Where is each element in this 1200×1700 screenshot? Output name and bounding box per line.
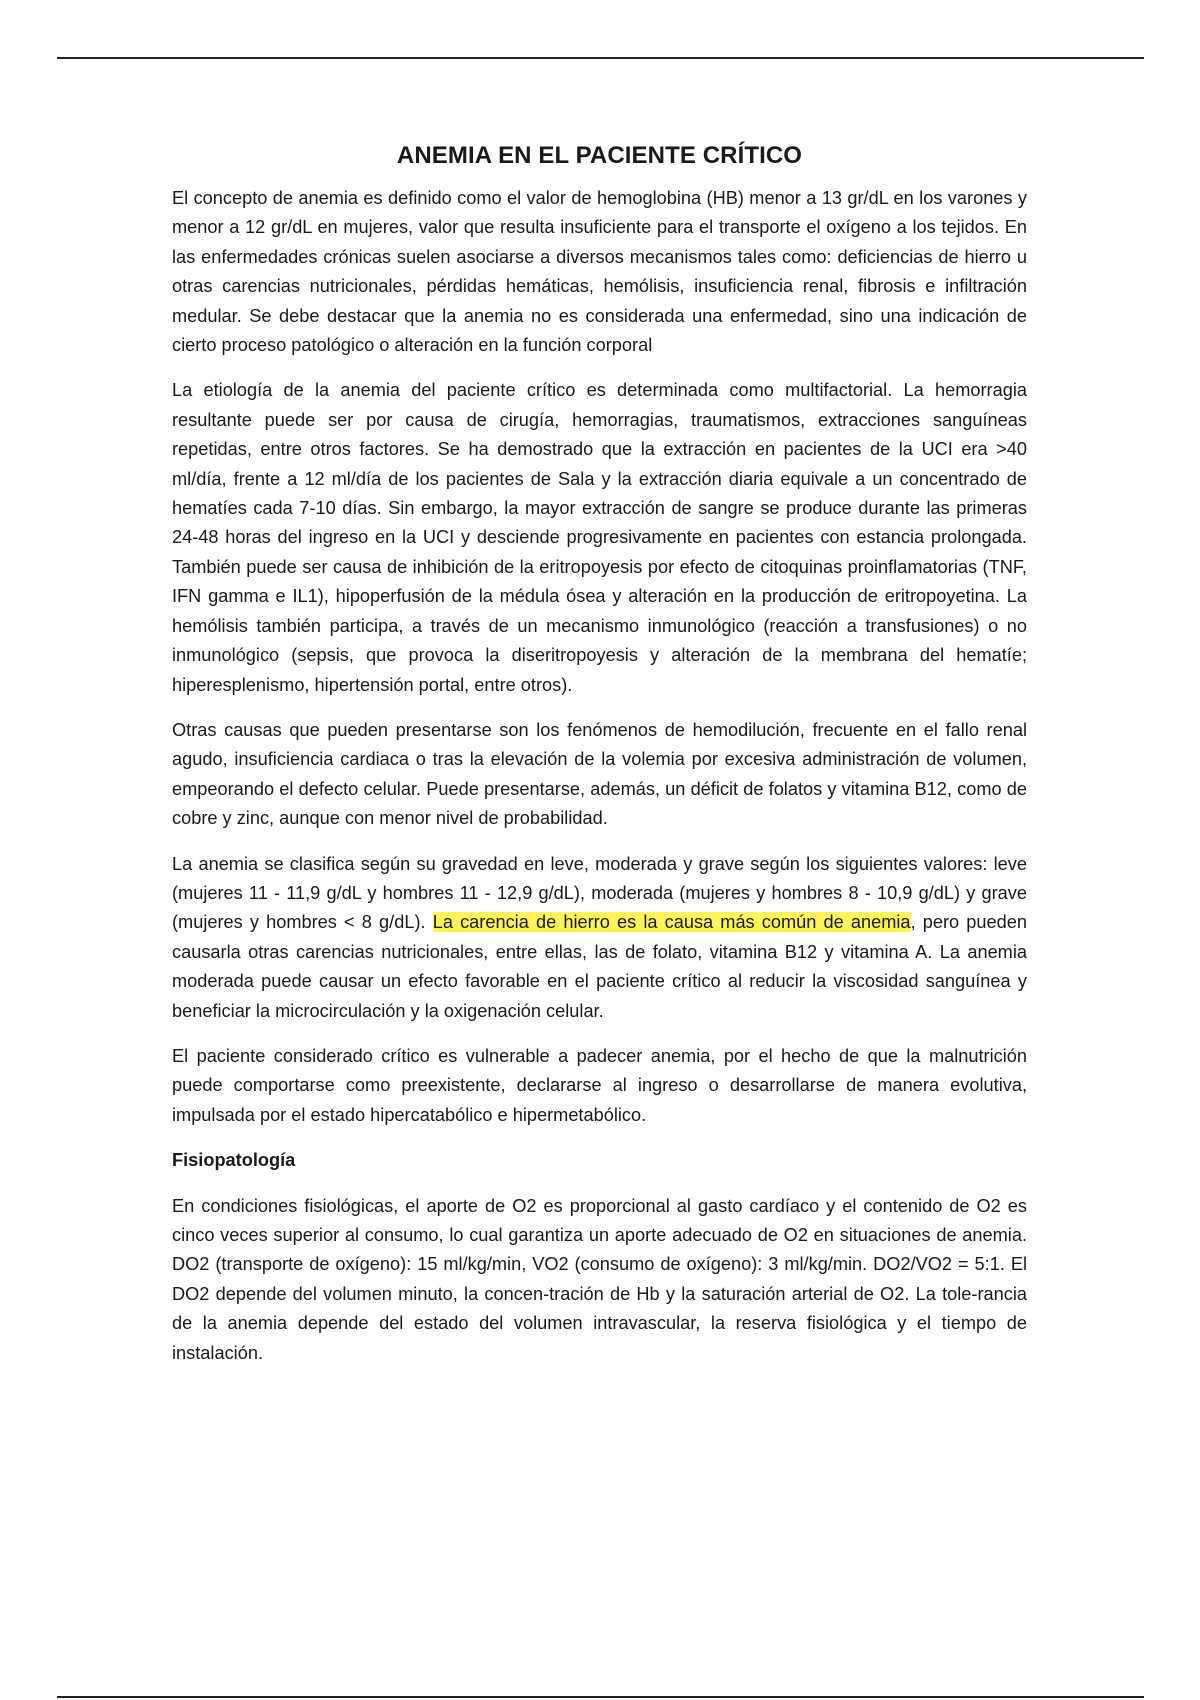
paragraph-classification (172, 850, 1027, 1026)
section-heading-fisiopatologia: Fisiopatología (172, 1150, 296, 1171)
paragraph-definition: El concepto de anemia es definido como el valor de hemoglobina (HB) menor a 13 gr/dL en los varones y menor a 12 gr/dL en mujeres, valor que resulta insuficiente para el transporte el oxígeno a los tejidos. En las enfermedades crónicas suelen asociarse a diversos mecanismos tales como: deficiencias de hierro u otras carencias nutricionales, pérdidas hemáticas, hemólisis, insuficiencia renal, fibrosis e infiltración medular. Se debe destacar que la anemia no es considerada una enfermedad, sino una indicación de cierto proceso patológico o alteración en la función corporal (172, 188, 1027, 356)
classification-text-before: La anemia se clasifica según su gravedad en leve, moderada y grave según los siguientes valores: leve (mujeres 11 - 11,9 g/dL y hombres 11 - 12,9 g/dL), moderada (mujeres y hombres 8 - 10,9 g/dL) y grave (mujeres y hombres < 8 g/dL). (172, 853, 1027, 933)
classification-text-after: , pero pueden causarla otras carencias nutricionales, entre ellas, las de folato, vitamina B12 y vitamina A. La anemia moderada puede causar un efecto favorable en el paciente crítico al reducir la viscosidad sanguínea y beneficiar la microcirculación y la oxigenación celular. (172, 912, 1027, 1021)
paragraph-etiology: La etiología de la anemia del paciente crítico es determinada como multifactorial. La hemorragia resultante puede ser por causa de cirugía, hemorragias, traumatismos, extracciones sanguíneas repetidas, entre otros factores. Se ha demostrado que la extracción en pacientes de la UCI era >40 ml/día, frente a 12 ml/día de los pacientes de Sala y la extracción diaria equivale a un concentrado de hematíes cada 7-10 días. Sin embargo, la mayor extracción de sangre se produce durante las primeras 24-48 horas del ingreso en la UCI y desciende progresivamente en pacientes con estancia prolongada. También puede ser causa de inhibición de la eritropoyesis por efecto de citoquinas proinflamatorias (TNF, IFN gamma e IL1), hipoperfusión de la médula ósea y alteración en la producción de eritropoyetina. La hemólisis también participa, a través de un mecanismo inmunológico (reacción a transfusiones) o no inmunológico (sepsis, que provoca la diseritropoyesis y alteración de la membrana del hematíe; hiperesplenismo, hipertensión portal, entre otros). (172, 380, 1027, 695)
highlighted-text: La carencia de hierro es la causa más común de anemia (432, 912, 911, 933)
paragraph-other-causes: Otras causas que pueden presentarse son los fenómenos de hemodilución, frecuente en el fallo renal agudo, insuficiencia cardiaca o tras la elevación de la volemia por excesiva administración de volumen, empeorando el defecto celular. Puede presentarse, además, un déficit de folatos y vitamina B12, como de cobre y zinc, aunque con menor nivel de probabilidad. (172, 719, 1027, 829)
footer-rule (57, 1696, 1144, 1698)
document-title: ANEMIA EN EL PACIENTE CRÍTICO (396, 142, 803, 169)
paragraph-physiopathology: En condiciones fisiológicas, el aporte de O2 es proporcional al gasto cardíaco y el contenido de O2 es cinco veces superior al consumo, lo cual garantiza un aporte adecuado de O2 en situaciones de anemia. DO2 (transporte de oxígeno): 15 ml/kg/min, VO2 (consumo de oxígeno): 3 ml/kg/min. DO2/VO2 = 5:1. El DO2 depende del volumen minuto, la concen-tración de Hb y la saturación arterial de O2. La tole-rancia de la anemia depende del estado del volumen intravascular, la reserva fisiológica y el tiempo de instalación. (172, 1195, 1027, 1363)
header-rule (57, 57, 1144, 59)
paragraph-vulnerability: El paciente considerado crítico es vulnerable a padecer anemia, por el hecho de que la malnutrición puede comportarse como preexistente, declararse al ingreso o desarrollarse de manera evolutiva, impulsada por el estado hipercatabólico e hipermetabólico. (172, 1045, 1027, 1125)
document-body (172, 142, 1027, 1384)
